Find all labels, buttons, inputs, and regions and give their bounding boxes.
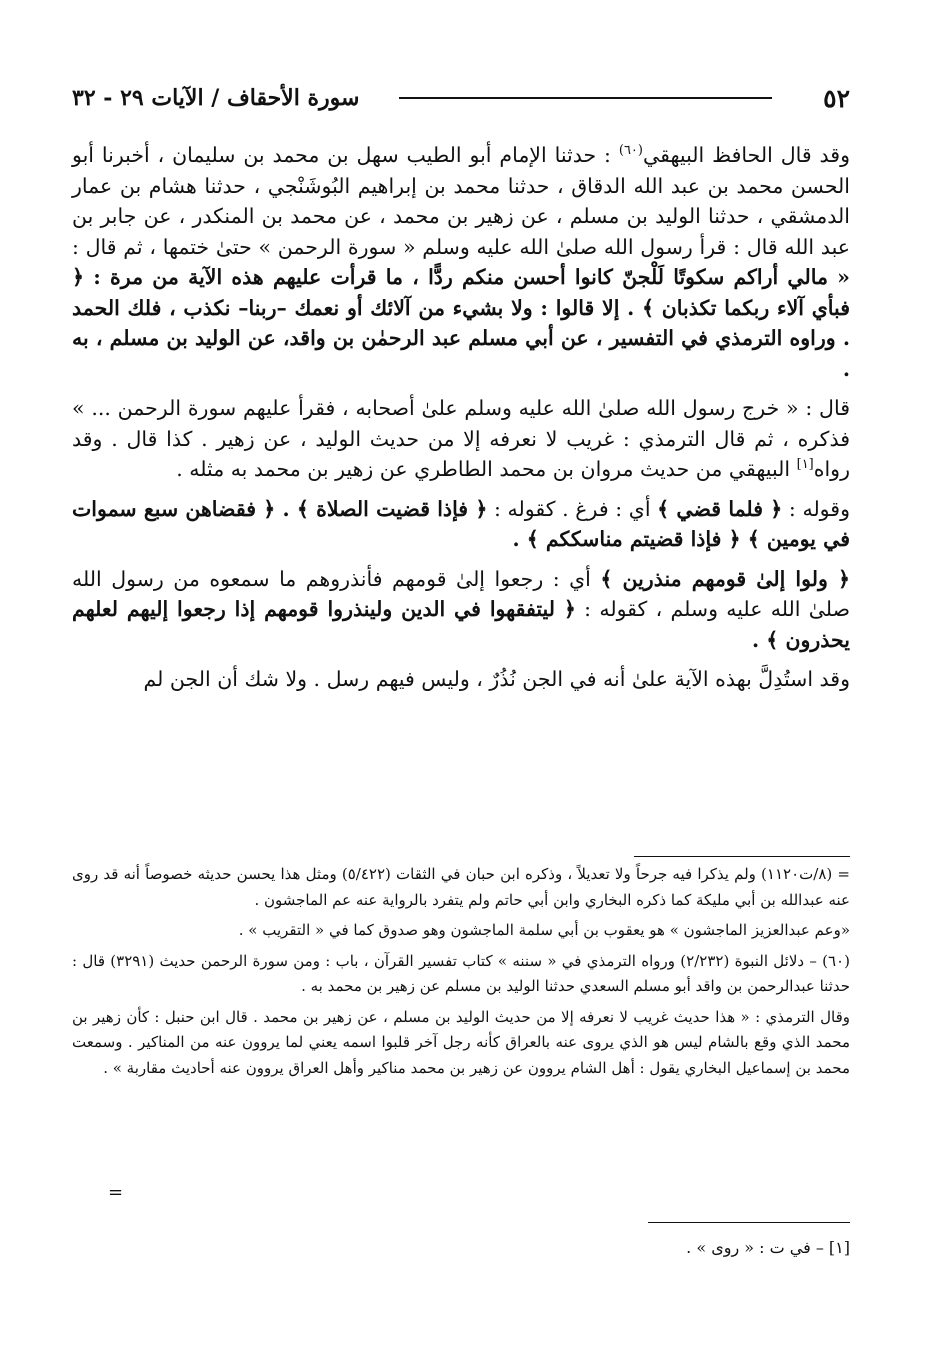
footnote-ref-60: (٦٠) [618, 143, 643, 159]
main-text [72, 140, 850, 704]
p1-hadith-bold: « مالي أراكم سكوتًا لَلْجنّ كانوا أحسن منكم ردًّا ، ما قرأت عليهم هذه الآية من مرة : ﴿ فبأي آلاء ربكما تكذبان ﴾ . إلا قالوا : ولا بشيء من آلائك أو نعمك –ربنا– نكذب ، فلك الحمد . وراوه الترمذي في التفسير ، عن أبي مسلم عبد الرحمٰن بن واقد، عن الوليد بن مسلم ، به . [72, 265, 850, 381]
page-header [72, 78, 850, 118]
p3-text-b: أي : فرغ . كقوله : [487, 496, 658, 521]
footnotes [72, 862, 850, 1086]
p2-text-b: البيهقي من حديث مروان بن محمد الطاطري عن زهير بن محمد به مثله . [176, 457, 797, 481]
paragraph-5: وقد استُدِلَّ بهذه الآية علىٰ أنه في الجن نُذُرٌ ، وليس فيهم رسل . ولا شك أن الجن لم [143, 667, 850, 691]
paragraph-2 [72, 393, 850, 485]
p2-text-a: قال : « خرج رسول الله صلىٰ الله عليه وسلم علىٰ أصحابه ، فقرأ عليهم سورة الرحمن ... » فذكره ، ثم قال الترمذي : غريب لا نعرفه إلا من حديث الوليد ، عن زهير . كذا قال . وقد رواه [72, 396, 851, 481]
footnote-note: «وعم عبدالعزيز الماجشون » هو يعقوب بن أبي سلمة الماجشون وهو صدوق كما في « التقريب » . [238, 921, 850, 939]
p4-quran-2: ﴿ ليتفقهوا في الدين ولينذروا قومهم إذا رجعوا إليهم لعلهم يحذرون ﴾ . [72, 597, 850, 652]
footnote-rule [634, 856, 850, 857]
p1-text-a: وقد قال الحافظ البيهقي [643, 143, 850, 167]
p3-quran-2: ﴿ فإذا قضيت الصلاة ﴾ . ﴿ فقضاهن سبع سموات في يومين ﴾ ﴿ فإذا قضيتم مناسككم ﴾ . [72, 496, 850, 551]
p3-quran-1: ﴿ فلما قضي ﴾ [657, 496, 783, 521]
page-number: ٥٢ [823, 83, 850, 113]
continuation-mark: = [108, 1182, 124, 1203]
marginal-rule [648, 1222, 850, 1223]
paragraph-1 [72, 140, 850, 384]
p1-text-b: : حدثنا الإمام أبو الطيب سهل بن محمد بن سليمان ، أخبرنا أبو الحسن محمد بن عبد الله الدقاق ، حدثنا محمد بن إبراهيم البُوشَنْجي ، حدثنا هشام بن عمار الدمشقي ، حدثنا الوليد بن مسلم ، عن زهير بن محمد ، عن محمد بن المنكدر ، عن جابر بن عبد الله قال : قرأ رسول الله صلىٰ الله عليه وسلم « سورة الرحمن » حتىٰ ختمها ، ثم قال : [72, 143, 850, 259]
footnote-60: (٦٠) – دلائل النبوة (٢/٢٣٢) ورواه الترمذي في « سننه » كتاب تفسير القرآن ، باب : ومن سورة الرحمن حديث (٣٢٩١) قال : حدثنا عبدالرحمن بن واقد أبو مسلم السعدي حدثنا الوليد بن مسلم عن زهير بن محمد به . [72, 951, 850, 995]
header-rule [399, 97, 772, 99]
paragraph-4 [72, 564, 850, 656]
p4-quran-1: ﴿ ولوا إلىٰ قومهم منذرين ﴾ [600, 566, 850, 591]
variant-note: [١] – في ت : « روى » . [686, 1238, 850, 1257]
p4-text-a: أي : رجعوا إلىٰ قومهم فأنذروهم ما سمعوه من رسول الله صلىٰ الله عليه وسلم ، كقوله : [72, 566, 851, 621]
footnote-continuation: = (٨/ت١١٢٠) ولم يذكرا فيه جرحاً ولا تعديلاً ، وذكره ابن حبان في الثقات (٥/٤٢٢) ومثل هذا يحسن حديثه خصوصاً أنه قد روى عنه عبدالله بن أبي مليكة كما ذكره البخاري وابن أبي حاتم ولم يتفرد بالرواية عنه عم الماجشون . [72, 865, 850, 909]
p3-text-a: وقوله : [782, 496, 850, 521]
footnote-60-tirmidhi: وقال الترمذي : « هذا حديث غريب لا نعرفه إلا من حديث الوليد بن مسلم ، عن زهير بن محمد . قال ابن حنبل : كأن زهير بن محمد الذي وقع بالشام ليس هو الذي يروى عنه بالعراق كأنه رجل آخر قلبوا اسمه يعني لما يروون عنه من المناكير . وسمعت محمد بن إسماعيل البخاري يقول : أهل الشام يروون عن زهير بن محمد مناكير وأهل العراق يروون عنه أحاديث مقاربة » . [72, 1007, 850, 1077]
paragraph-3 [72, 494, 850, 555]
running-title: سورة الأحقاف / الآيات ٢٩ - ٣٢ [72, 85, 360, 111]
footnote-ref-1: [١] [796, 457, 814, 473]
